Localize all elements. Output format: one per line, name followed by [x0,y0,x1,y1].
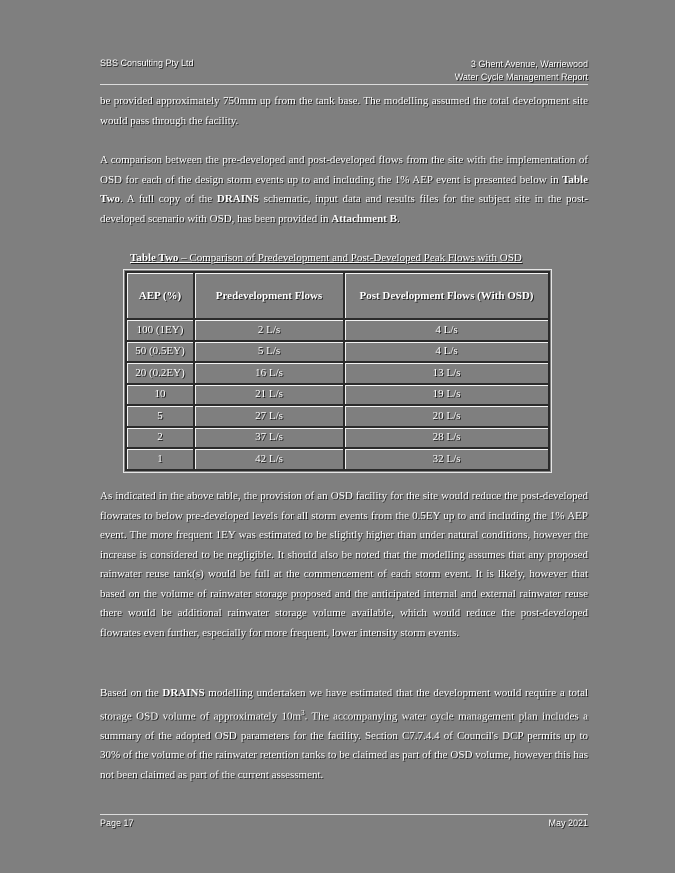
header-post-development: Post Development Flows (With OSD) [345,273,548,320]
table-reference: Table Two [100,173,588,205]
cell-aep: 2 [127,428,195,450]
report-title: Water Cycle Management Report [454,72,588,82]
cell-aep: 50 (0.5EY) [127,342,195,364]
cell-post: 32 L/s [345,449,548,469]
table-row [127,320,548,342]
cell-post: 28 L/s [345,428,548,450]
cell-pre: 2 L/s [195,320,345,342]
cell-post: 4 L/s [345,342,548,364]
cell-post: 13 L/s [345,363,548,385]
drains-reference: DRAINS [216,193,260,205]
paragraph-tank-outlet: be provided approximately 750mm up from the tank base. The modelling assumed the total development site would pass through the facility. [100,95,588,127]
table-row [127,363,548,385]
text: Based on the [100,687,163,699]
table-header-row [127,273,548,320]
table-row [127,406,548,428]
company-name: SBS Consulting Pty Ltd [100,58,194,68]
paragraph-comparison-intro [100,151,588,229]
drains-reference: DRAINS [162,687,205,699]
table-caption-label: Table Two [130,252,179,264]
report-date: May 2021 [548,818,588,828]
cell-pre: 16 L/s [195,363,345,385]
cell-post: 19 L/s [345,385,548,407]
cell-aep: 20 (0.2EY) [127,363,195,385]
paragraph-osd-volume [100,684,588,785]
cell-pre: 5 L/s [195,342,345,364]
header-predevelopment: Predevelopment Flows [195,273,345,320]
paragraph-results-discussion: As indicated in the above table, the provision of an OSD facility for the site would reduce the post-developed flowrates to below pre-developed levels for all storm events from the 0.5EY up to and including the 1% AEP event. The more frequent 1EY was estimated to be slightly higher than under natural conditions, however the increase is considered to be negligible. It should also be noted that the modelling assumes that any proposed rainwater reuse tank(s) would be full at the commencement of each storm event. It is likely, however that based on the volume of rainwater storage proposed and the anticipated internal and external rainwater reuse there would be additional rainwater storage volume available, which would reduce the post-developed flowrates even further, especially for more frequent, lower intensity storm events. [100,490,588,639]
peak-flows-table [125,271,550,471]
page-number: Page 17 [100,818,134,828]
cell-pre: 21 L/s [195,385,345,407]
cell-pre: 42 L/s [195,449,345,469]
table-row [127,342,548,364]
cell-aep: 10 [127,385,195,407]
page-header [100,56,588,85]
text: A comparison between the pre-developed and post-developed flows from the site with the implementation of OSD for each of the design storm events up to and including the 1% AEP event is presented below in [100,154,588,186]
text: . A full copy of the [119,193,217,205]
cell-post: 20 L/s [345,406,548,428]
cell-aep: 5 [127,406,195,428]
page-footer [100,814,588,828]
site-address: 3 Ghent Avenue, Warriewood [470,59,588,69]
text: schematic, input data and results files for the subject site in the post-developed scenario with OSD, has been provided in [100,193,588,225]
table-caption-text: – Comparison of Predevelopment and Post-Developed Peak Flows with OSD [178,252,522,264]
text: . The accompanying water cycle management plan includes a summary of the adopted OSD parameters for the facility. Section C7.7.4.4 of Council's DCP permits up to 30% of the volume of the rainwater retention tanks to be claimed as part of the OSD volume, however this has not been claimed as part of the current assessment. [100,710,588,781]
text: modelling undertaken we have estimated that the development would require a total storage OSD volume of approximately 10m [100,687,589,723]
cell-post: 4 L/s [345,320,548,342]
header-right [455,58,588,84]
cell-aep: 1 [127,449,195,469]
table-caption [130,252,522,264]
header-aep: AEP (%) [127,273,195,320]
cell-aep: 100 (1EY) [127,320,195,342]
cell-pre: 37 L/s [195,428,345,450]
table-row [127,428,548,450]
superscript: 3 [301,708,305,717]
text: . [396,212,400,225]
cell-pre: 27 L/s [195,406,345,428]
table-row [127,385,548,407]
table-row [127,449,548,469]
attachment-reference: Attachment B [331,212,397,225]
